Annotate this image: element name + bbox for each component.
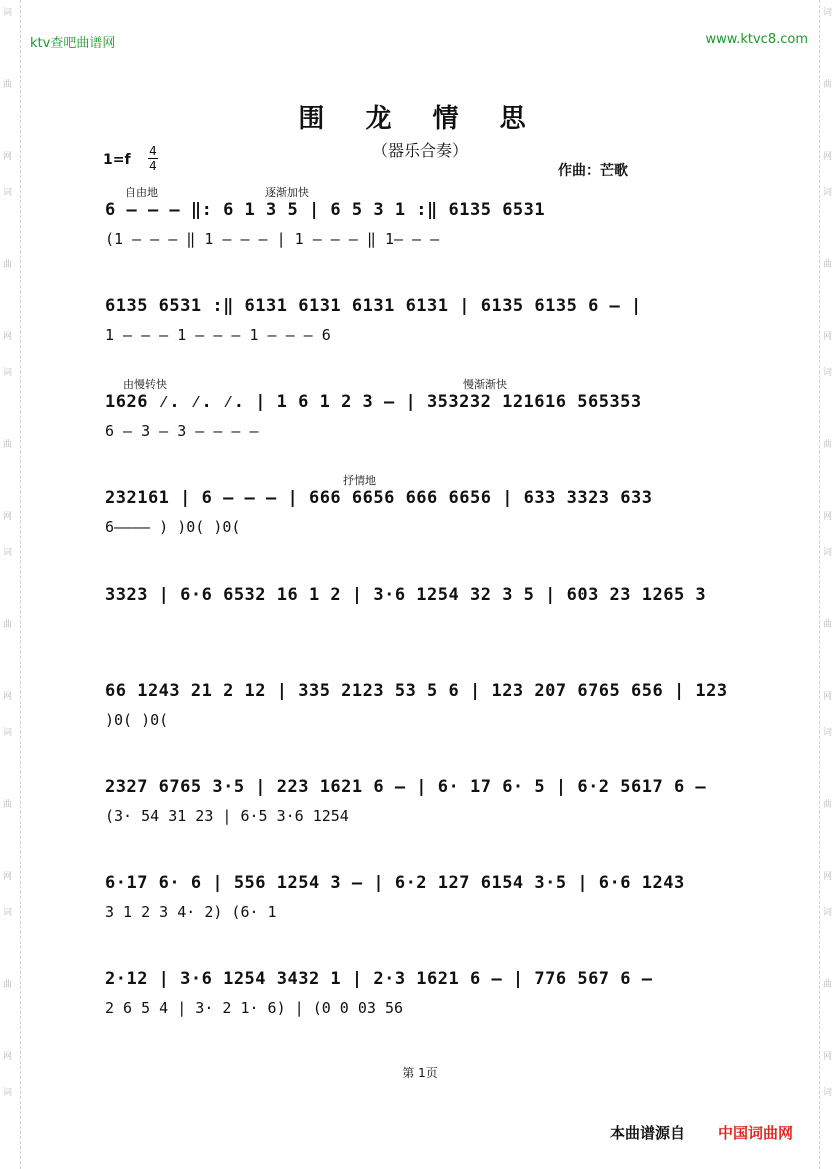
melody-line: 2·12 | 3·6 1254 3432 1 | 2·3 1621 6 — | 776 567 6 —	[105, 969, 653, 989]
side-watermark-char: 网	[823, 872, 833, 882]
side-watermark-char: 曲	[3, 800, 13, 810]
melody-line: 3323 | 6·6 6532 16 1 2 | 3·6 1254 32 3 5 | 603 23 1265 3	[105, 585, 707, 605]
score-row	[105, 969, 754, 1039]
side-watermark-char: 曲	[823, 440, 833, 450]
side-watermark-char: 词	[823, 188, 833, 198]
left-watermark-strip	[0, 0, 21, 1169]
key-signature: 1=f	[103, 152, 131, 168]
page-title: 围 龙 情 思	[298, 104, 542, 134]
melody-line: 232161 | 6 — — — | 666 6656 666 6656 | 633 3323 633	[105, 488, 653, 508]
side-watermark-char: 网	[823, 692, 833, 702]
source-label: 本曲谱源自	[610, 1124, 686, 1142]
side-watermark-char: 网	[3, 512, 13, 522]
melody-line: 6 — — — ‖: 6 1 3 5 | 6 5 3 1 :‖ 6135 6531	[105, 200, 546, 220]
score-row	[105, 378, 754, 462]
side-watermark-char: 网	[823, 512, 833, 522]
time-signature-bottom: 4	[149, 159, 157, 173]
accompaniment-line: (1 — — — ‖ 1 — — — | 1 — — — ‖ 1— — —	[105, 230, 440, 248]
score-row	[105, 296, 754, 366]
side-watermark-char: 曲	[823, 260, 833, 270]
side-watermark-char: 网	[3, 152, 13, 162]
melody-line: 6135 6531 :‖ 6131 6131 6131 6131 | 6135 6135 6 — |	[105, 296, 642, 316]
watermark-left: ktv查吧曲谱网	[30, 36, 116, 51]
score-row	[105, 186, 754, 270]
subtitle: （器乐合奏）	[371, 141, 468, 160]
side-watermark-char: 词	[823, 368, 833, 378]
score-row	[105, 474, 754, 558]
score-row	[105, 681, 754, 751]
side-watermark-char: 词	[823, 8, 833, 18]
side-watermark-char: 曲	[3, 80, 13, 90]
melody-line: 6·17 6· 6 | 556 1254 3 — | 6·2 127 6154 3·5 | 6·6 1243	[105, 873, 685, 893]
side-watermark-char: 网	[3, 332, 13, 342]
side-watermark-char: 词	[3, 1088, 13, 1098]
side-watermark-char: 曲	[823, 80, 833, 90]
side-watermark-char: 网	[823, 152, 833, 162]
side-watermark-char: 网	[3, 692, 13, 702]
accompaniment-line: )0( )0(	[105, 711, 169, 729]
side-watermark-char: 网	[3, 872, 13, 882]
accompaniment-line: 2 6 5 4 | 3· 2 1· 6) | (0 0 03 56	[105, 999, 404, 1017]
side-watermark-char: 词	[3, 908, 13, 918]
side-watermark-char: 曲	[3, 980, 13, 990]
side-watermark-char: 词	[3, 728, 13, 738]
score-row	[105, 585, 754, 655]
watermark-right: www.ktvc8.com	[705, 32, 808, 47]
side-watermark-char: 词	[823, 728, 833, 738]
tempo-mark: 由慢转快	[123, 378, 167, 391]
time-signature-top: 4	[149, 144, 157, 158]
side-watermark-char: 曲	[3, 440, 13, 450]
page-number: 第 1页	[402, 1066, 438, 1080]
side-watermark-char: 网	[823, 332, 833, 342]
side-watermark-char: 词	[823, 548, 833, 558]
side-watermark-char: 词	[3, 548, 13, 558]
side-watermark-char: 网	[3, 1052, 13, 1062]
side-watermark-char: 词	[823, 908, 833, 918]
side-watermark-char: 词	[823, 1088, 833, 1098]
time-signature	[148, 144, 158, 173]
melody-line: 1626 ⁄. ⁄. ⁄. | 1 6 1 2 3 — | 353232 121616 565353	[105, 392, 642, 412]
score-row	[105, 873, 754, 943]
source-site-link[interactable]: 中国词曲网	[718, 1124, 794, 1142]
tempo-mark: 逐渐加快	[265, 186, 309, 199]
tempo-mark: 自由地	[125, 186, 158, 199]
accompaniment-line: 1 — — — 1 — — — 1 — — — 6	[105, 326, 331, 344]
tempo-mark: 慢渐渐快	[463, 378, 507, 391]
score-row	[105, 777, 754, 847]
side-watermark-char: 词	[3, 368, 13, 378]
accompaniment-line: 6 — 3 — 3 — — — —	[105, 422, 259, 440]
tempo-mark: 抒情地	[343, 474, 376, 487]
side-watermark-char: 曲	[823, 980, 833, 990]
side-watermark-char: 词	[3, 188, 13, 198]
side-watermark-char: 曲	[3, 260, 13, 270]
side-watermark-char: 曲	[3, 620, 13, 630]
composer: 作曲：芒歌	[558, 163, 628, 179]
melody-line: 66 1243 21 2 12 | 335 2123 53 5 6 | 123 207 6765 656 | 123	[105, 681, 728, 701]
side-watermark-char: 曲	[823, 620, 833, 630]
side-watermark-char: 网	[823, 1052, 833, 1062]
side-watermark-char: 曲	[823, 800, 833, 810]
melody-line: 2327 6765 3·5 | 223 1621 6 — | 6· 17 6· 5 | 6·2 5617 6 —	[105, 777, 707, 797]
accompaniment-line: 6———— ) )0( )0(	[105, 518, 241, 536]
side-watermark-char: 词	[3, 8, 13, 18]
right-watermark-strip	[819, 0, 840, 1169]
accompaniment-line: (3· 54 31 23 | 6·5 3·6 1254	[105, 807, 349, 825]
accompaniment-line: 3 1 2 3 4· 2) (6· 1	[105, 903, 277, 921]
